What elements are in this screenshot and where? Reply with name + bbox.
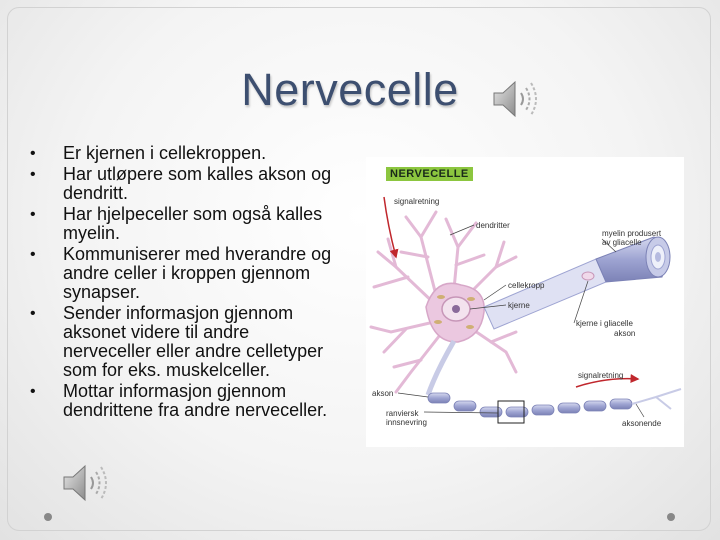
bullet-item [30, 304, 340, 380]
bullet-list [30, 144, 340, 422]
bullet-item [30, 205, 340, 243]
bullet-marker: • [30, 305, 36, 322]
neuron-diagram [366, 157, 684, 447]
bullet-text: Kommuniserer med hverandre og andre celler i kroppen gjennom synapser. [63, 244, 332, 302]
speaker-icon[interactable] [62, 462, 110, 504]
bullet-marker: • [30, 166, 36, 183]
bullet-marker: • [30, 145, 36, 162]
label-kjerne-gliacelle: kjerne i gliacelle [576, 319, 633, 328]
label-signalretning-bottom: signalretning [578, 371, 624, 380]
bullet-marker: • [30, 206, 36, 223]
label-dendritter: dendritter [476, 221, 510, 230]
label-akson-right: akson [614, 329, 636, 338]
speaker-icon[interactable] [492, 78, 540, 120]
label-aksonende: aksonende [622, 419, 662, 428]
nucleolus [452, 305, 460, 313]
axon-terminals [632, 389, 681, 409]
label-signalretning-top: signalretning [394, 197, 440, 206]
bullet-item [30, 165, 340, 203]
label-kjerne: kjerne [508, 301, 530, 310]
bullet-text: Er kjernen i cellekroppen. [63, 143, 267, 163]
bullet-text: Har hjelpeceller som også kalles myelin. [63, 204, 323, 243]
label-ranviersk: ranviersk innsnevring [386, 409, 427, 427]
corner-dot-right [667, 513, 675, 521]
bullet-text: Har utløpere som kalles akson og dendritt. [63, 164, 332, 203]
bullet-marker: • [30, 246, 36, 263]
bullet-item [30, 144, 340, 163]
corner-dot-left [44, 513, 52, 521]
bullet-marker: • [30, 383, 36, 400]
diagram-title: NERVECELLE [386, 167, 473, 181]
bullet-text: Sender informasjon gjennom aksonet videre til andre nerveceller eller andre celletyper som for eks. muskelceller. [63, 303, 324, 380]
bullet-item [30, 382, 340, 420]
myelin-segments [428, 393, 632, 417]
slide-title-text: Nervecelle [241, 64, 459, 115]
slide-title [0, 64, 720, 116]
label-myelin: myelin produsert av gliacelle [602, 229, 662, 247]
label-cellekropp: cellekropp [508, 281, 545, 290]
label-akson-left: akson [372, 389, 394, 398]
bullet-item [30, 245, 340, 302]
bullet-text: Mottar informasjon gjennom dendrittene fra andre nerveceller. [63, 381, 328, 420]
